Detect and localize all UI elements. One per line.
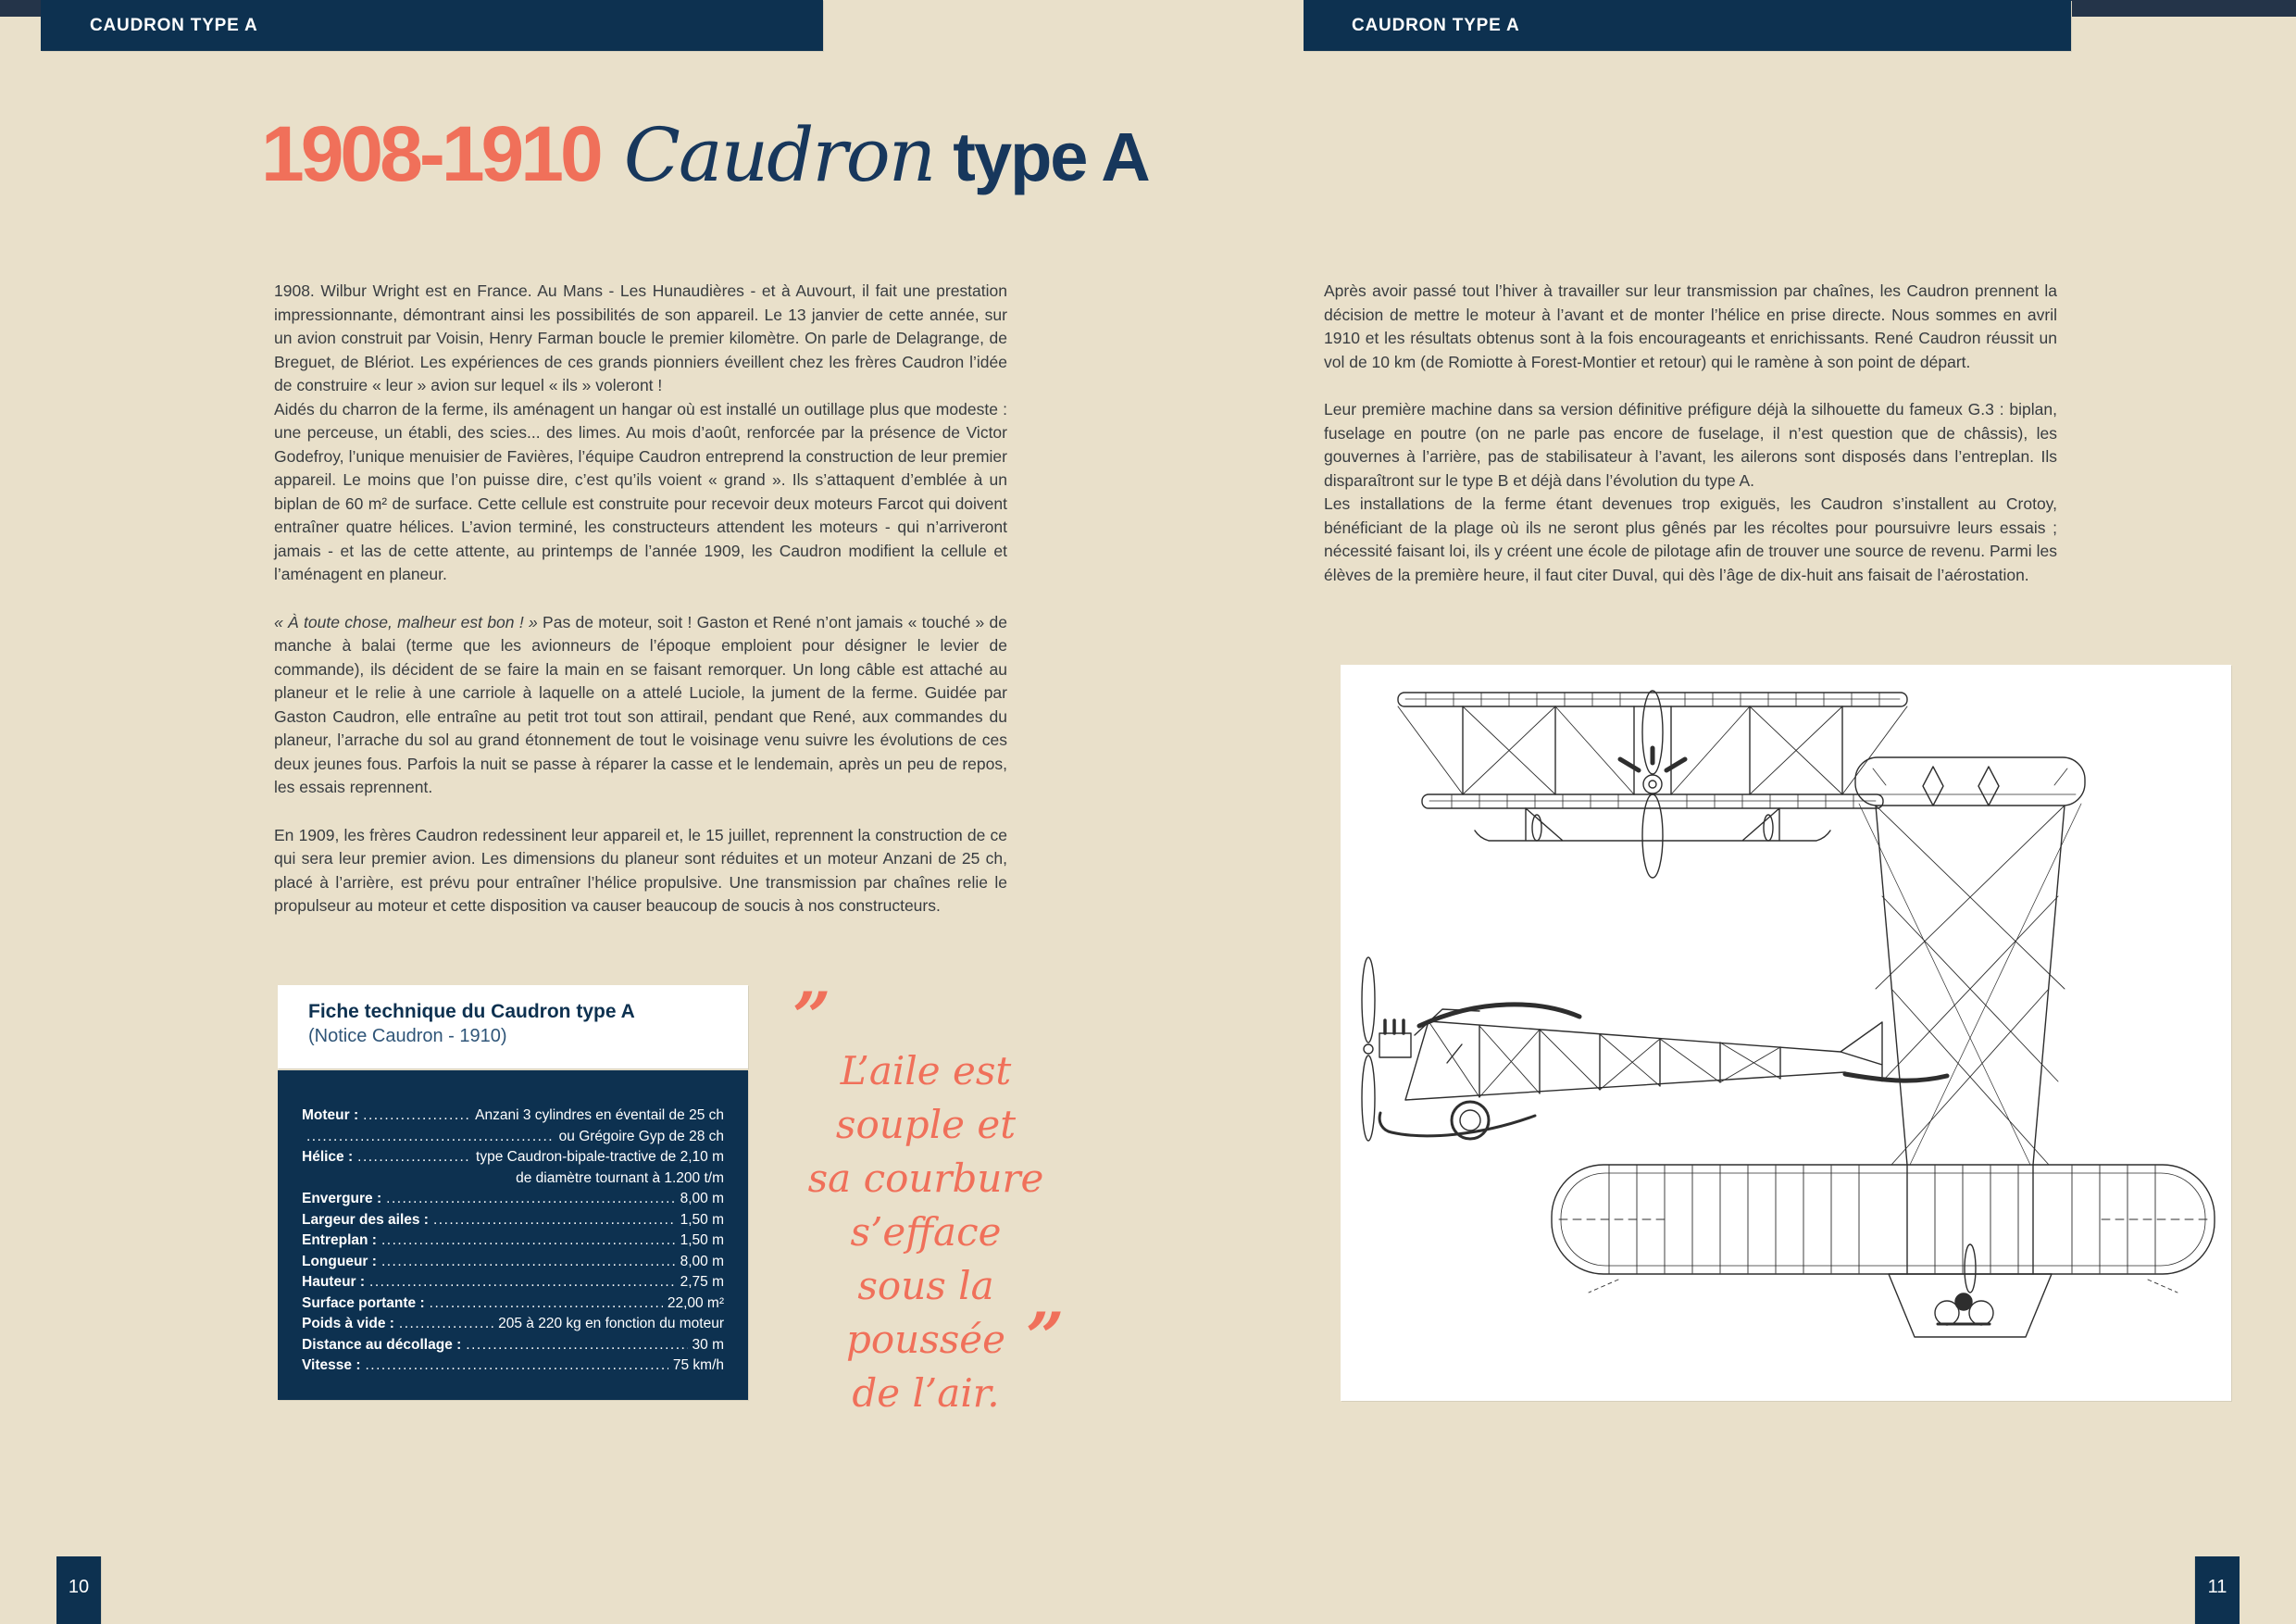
pull-quote-line: sa courbure [807, 1156, 1044, 1201]
spec-row: Longueur : ..... 8,00 m [302, 1252, 724, 1273]
left-page-text-column [274, 280, 1007, 918]
paragraph: Leur première machine dans sa version définitive préfigure déjà la silhouette du fameux G.3 : biplan, fuselage en poutre (on ne parle pas encore de fuselage, il n’est question que de châssis), les gouvernes à l’arrière, pas de stabilisateur à l’avant, les ailerons sont disposés dans l’entreplan. Ils disparaîtront sur le type B et déjà dans l’évolution du type A. [1324, 400, 2057, 490]
plan-view [1552, 757, 2215, 1337]
pull-quote-line: de l’air. [852, 1370, 1000, 1416]
spec-sheet-table [278, 1070, 748, 1400]
spec-row: ..... ou Grégoire Gyp de 28 ch [302, 1127, 724, 1148]
pull-quote-line: L’aile est [840, 1048, 1012, 1093]
chapter-title [261, 109, 1149, 199]
open-quote-mark: ” [792, 977, 831, 1056]
running-header-right [1304, 0, 2071, 51]
close-quote-mark: ” [1026, 1297, 1065, 1376]
running-header-right-label: CAUDRON TYPE A [1352, 15, 1520, 35]
spec-row: Distance au décollage : ..... 30 m [302, 1335, 724, 1356]
spec-row: Hélice : ..... type Caudron-bipale-tractive de 2,10 m [302, 1147, 724, 1168]
paragraph [274, 611, 1007, 800]
page-number-left-value: 10 [68, 1577, 90, 1597]
page-number-left [56, 1556, 101, 1624]
drawing-panel [1341, 665, 2231, 1401]
pull-quote-line: poussée [845, 1317, 1006, 1362]
paragraph: En 1909, les frères Caudron redessinent leur appareil et, le 15 juillet, reprennent la construction de ce qui sera leur premier avion. Les dimensions du planeur sont réduites et un moteur Anzani de 25 ch, placé à l’arrière, est prévu pour entraîner l’hélice propulsive. Une transmission par chaînes relie le propulseur au moteur et cette disposition va causer beaucoup de soucis à nos constructeurs. [274, 825, 1007, 915]
chapter-title-name: Caudron [623, 112, 935, 198]
spec-row: Hauteur : ..... 2,75 m [302, 1272, 724, 1293]
pull-quote-line: s’efface [850, 1209, 1002, 1255]
pull-quote-line: sous la [857, 1263, 994, 1308]
spec-row: de diamètre tournant à 1.200 t/m [516, 1169, 724, 1186]
spec-row: Largeur des ailes : ..... 1,50 m [302, 1210, 724, 1231]
spec-sheet-title: Fiche technique du Caudron type A [308, 1001, 635, 1022]
right-page-text-column [1324, 280, 2057, 587]
top-strip-left [0, 0, 41, 17]
page-number-right-value: 11 [2207, 1577, 2227, 1597]
chapter-title-years: 1908-1910 [261, 110, 600, 197]
page-number-right [2195, 1556, 2240, 1624]
paragraph: Les installations de la ferme étant devenues trop exiguës, les Caudron s’installent au Crotoy, bénéficiant de la plage où ils ne seront plus gênés par les récoltes pour poursuivre leurs essais ; nécessité faisant loi, ils y créent une école de pilotage afin de trouver une source de revenu. Parmi les élèves de la première heure, il faut citer Duval, qui dès l’âge de dix-huit ans faisait de l’aérostation. [1324, 494, 2057, 584]
aircraft-three-view-drawing [1341, 665, 2231, 1401]
chapter-title-type: type A [953, 119, 1149, 195]
spec-sheet-subtitle: (Notice Caudron - 1910) [308, 1026, 507, 1046]
paragraph: 1908. Wilbur Wright est en France. Au Mans - Les Hunaudières - et à Auvourt, il fait une prestation impressionnante, démontrant ainsi les possibilités de son appareil. Le 13 janvier de cette année, sur un avion construit par Voisin, Henry Farman boucle le premier kilomètre. On parle de Delagrange, de Breguet, de Blériot. Les expériences de ces grands pionniers éveillent chez les frères Caudron l’idée de construire « leur » avion sur lequel « ils » voleront ! [274, 281, 1007, 394]
spec-row: Poids à vide : ..... 205 à 220 kg en fonction du moteur [302, 1314, 724, 1335]
spec-rows [302, 1106, 724, 1377]
side-view [1362, 957, 1947, 1141]
spec-row: Entreplan : ..... 1,50 m [302, 1230, 724, 1252]
paragraph-italic-lead: « À toute chose, malheur est bon ! » [274, 612, 538, 631]
spec-sheet-header [278, 985, 748, 1068]
front-view [1398, 691, 1907, 878]
spec-row: Envergure : ..... 8,00 m [302, 1189, 724, 1210]
spec-row: Vitesse : ..... 75 km/h [302, 1355, 724, 1377]
running-header-left-label: CAUDRON TYPE A [90, 15, 258, 35]
spec-row: Moteur : ..... Anzani 3 cylindres en éventail de 25 ch [302, 1106, 724, 1127]
paragraph: Aidés du charron de la ferme, ils aménagent un hangar où est installé un outillage plus que modeste : une perceuse, un établi, des scies... des limes. Au mois d’août, renforcée par la présence de Victor Godefroy, l’unique menuisier de Favières, l’équipe Caudron entreprend la construction de leur premier appareil. Le moins que l’on puisse dire, c’est qu’ils voient « grand ». Ils s’attaquent d’emblée à un biplan de 60 m² de surface. Cette cellule est construite pour recevoir deux moteurs Farcot qui doivent entraîner quatre hélices. L’avion terminé, les constructeurs attendent les moteurs - qui n’arriveront jamais - et las de cette attente, au printemps de l’année 1909, les Caudron modifient la cellule et l’aménagent en planeur. [274, 399, 1007, 583]
running-header-left [41, 0, 823, 51]
pull-quote-line: souple et [835, 1102, 1017, 1147]
paragraph: Après avoir passé tout l’hiver à travailler sur leur transmission par chaînes, les Caudron prennent la décision de mettre le moteur à l’avant et de monter l’hélice en prise directe. Nous sommes en avril 1910 et les résultats obtenus sont à la fois encourageants et enrichissants. René Caudron réussit un vol de 10 km (de Romiotte à Forest-Montier et retour) qui le ramène à son point de départ. [1324, 281, 2057, 371]
paragraph-rest: Pas de moteur, soit ! Gaston et René n’ont jamais « touché » de manche à balai (terme que les avionneurs de l’époque emploient pour désigner le levier de commande), ils décident de se faire la main en se faisant remorquer. Un long câble est attaché au planeur et le relie à une carriole à laquelle on a attelé Luciole, la jument de la ferme. Guidée par Gaston Caudron, elle entraîne au petit trot tout son attirail, pendant que René, aux commandes du planeur, l’arrache du sol au grand étonnement de tout le voisinage venu suivre les évolutions de ces deux jeunes fous. Parfois la nuit se passe à réparer la casse et le lendemain, après un peu de repos, les essais reprennent. [274, 612, 1007, 796]
spec-row: Surface portante : ..... 22,00 m² [302, 1293, 724, 1315]
